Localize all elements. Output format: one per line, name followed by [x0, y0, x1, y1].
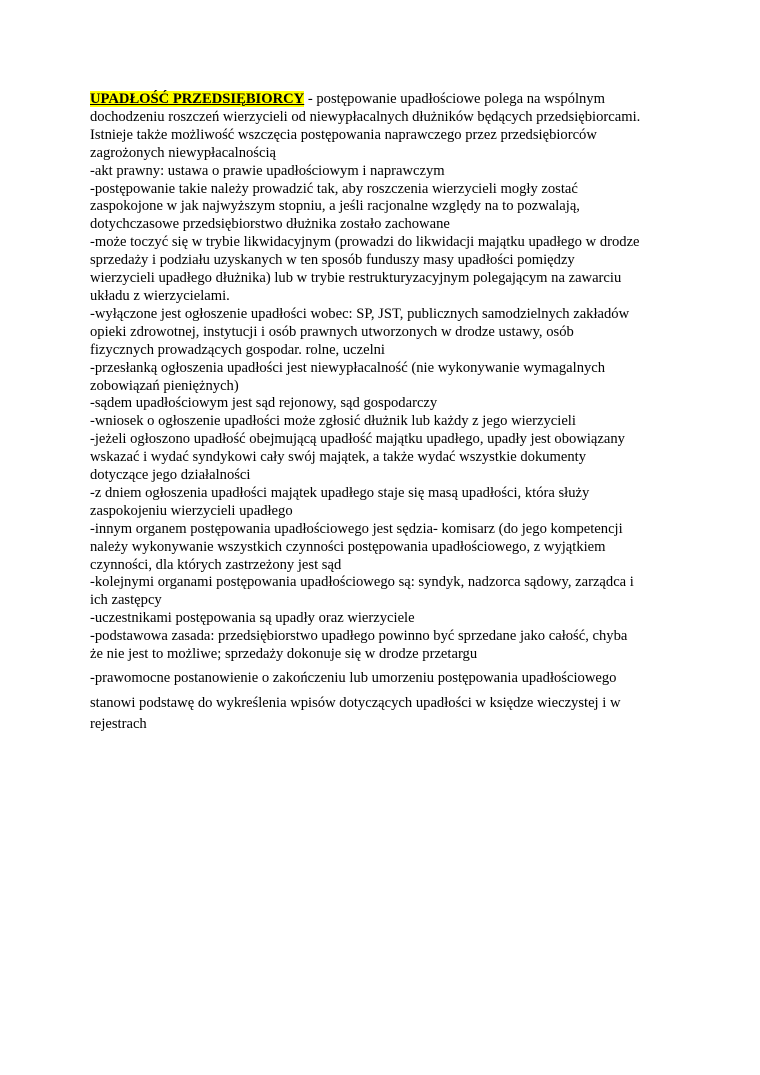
text-line: należy wykonywanie wszystkich czynności postępowania upadłościowego, z wyjątkiem	[90, 538, 606, 555]
text-line: opieki zdrowotnej, instytucji i osób prawnych utworzonych w drodze ustawy, osób	[90, 323, 574, 340]
text-line: Istnieje także możliwość wszczęcia postępowania naprawczego przez przedsiębiorców	[90, 126, 597, 143]
text-line: zagrożonych niewypłacalnością	[90, 144, 276, 161]
text-line: -sądem upadłościowym jest sąd rejonowy, sąd gospodarczy	[90, 395, 438, 412]
document-heading: UPADŁOŚĆ PRZEDSIĘBIORCY	[90, 91, 305, 107]
text-line: -może toczyć się w trybie likwidacyjnym (prowadzi do likwidacji majątku upadłego w drodze	[90, 234, 640, 251]
text-line: dotyczące jego działalności	[90, 467, 251, 484]
text-line: -jeżeli ogłoszono upadłość obejmującą upadłość majątku upadłego, upadły jest obowiązany	[90, 431, 625, 448]
text-line: -innym organem postępowania upadłościowego jest sędzia- komisarz (do jego kompetencji	[90, 520, 623, 537]
text-line: układu z wierzycielami.	[90, 287, 230, 304]
text-line: rejestrach	[90, 716, 147, 732]
text-line: czynności, dla których zastrzeżony jest sąd	[90, 556, 342, 573]
text-line: fizycznych prowadzących gospodar. rolne, uczelni	[90, 341, 385, 358]
text-line: -podstawowa zasada: przedsiębiorstwo upadłego powinno być sprzedane jako całość, chyba	[90, 628, 628, 645]
intro-text: - postępowanie upadłościowe polega na wspólnym	[304, 91, 605, 107]
text-line: stanowi podstawę do wykreślenia wpisów dotyczących upadłości w księdze wieczystej i w	[90, 695, 621, 711]
text-line: dotychczasowe przedsiębiorstwo dłużnika zostało zachowane	[90, 216, 450, 233]
text-line: wskazać i wydać syndykowi cały swój majątek, a także wydać wszystkie dokumenty	[90, 449, 587, 466]
text-line: -uczestnikami postępowania są upadły oraz wierzyciele	[90, 610, 415, 627]
text-line: dochodzeniu roszczeń wierzycieli od niewypłacalnych dłużników będących przedsiębiorcami.	[90, 108, 641, 125]
text-line: zaspokojone w jak najwyższym stopniu, a jeśli racjonalne względy na to pozwalają,	[90, 198, 580, 215]
text-line: sprzedaży i podziału uzyskanych w ten sposób funduszy masy upadłości pomiędzy	[90, 252, 575, 269]
intro-paragraph	[90, 91, 680, 109]
text-line: -prawomocne postanowienie o zakończeniu lub umorzeniu postępowania upadłościowego	[90, 670, 617, 686]
text-line: -przesłanką ogłoszenia upadłości jest niewypłacalność (nie wykonywanie wymagalnych	[90, 359, 606, 376]
text-line: zaspokojeniu wierzycieli upadłego	[90, 502, 293, 519]
text-line: ich zastępcy	[90, 592, 162, 609]
document-body	[90, 91, 680, 734]
text-line: -kolejnymi organami postępowania upadłościowego są: syndyk, nadzorca sądowy, zarządca i	[90, 574, 634, 591]
text-line: -akt prawny: ustawa o prawie upadłościowym i naprawczym	[90, 162, 445, 179]
text-line: że nie jest to możliwe; sprzedaży dokonuje się w drodze przetargu	[90, 646, 478, 663]
text-line: wierzycieli upadłego dłużnika) lub w trybie restrukturyzacyjnym polegającym na zawarciu	[90, 270, 622, 287]
text-line: -z dniem ogłoszenia upadłości majątek upadłego staje się masą upadłości, która służy	[90, 484, 590, 501]
text-line: -postępowanie takie należy prowadzić tak, aby roszczenia wierzycieli mogły zostać	[90, 180, 578, 197]
text-line: -wyłączone jest ogłoszenie upadłości wobec: SP, JST, publicznych samodzielnych zakładów	[90, 305, 630, 322]
text-line: zobowiązań pieniężnych)	[90, 377, 239, 394]
text-line: -wniosek o ogłoszenie upadłości może zgłosić dłużnik lub każdy z jego wierzycieli	[90, 413, 576, 430]
